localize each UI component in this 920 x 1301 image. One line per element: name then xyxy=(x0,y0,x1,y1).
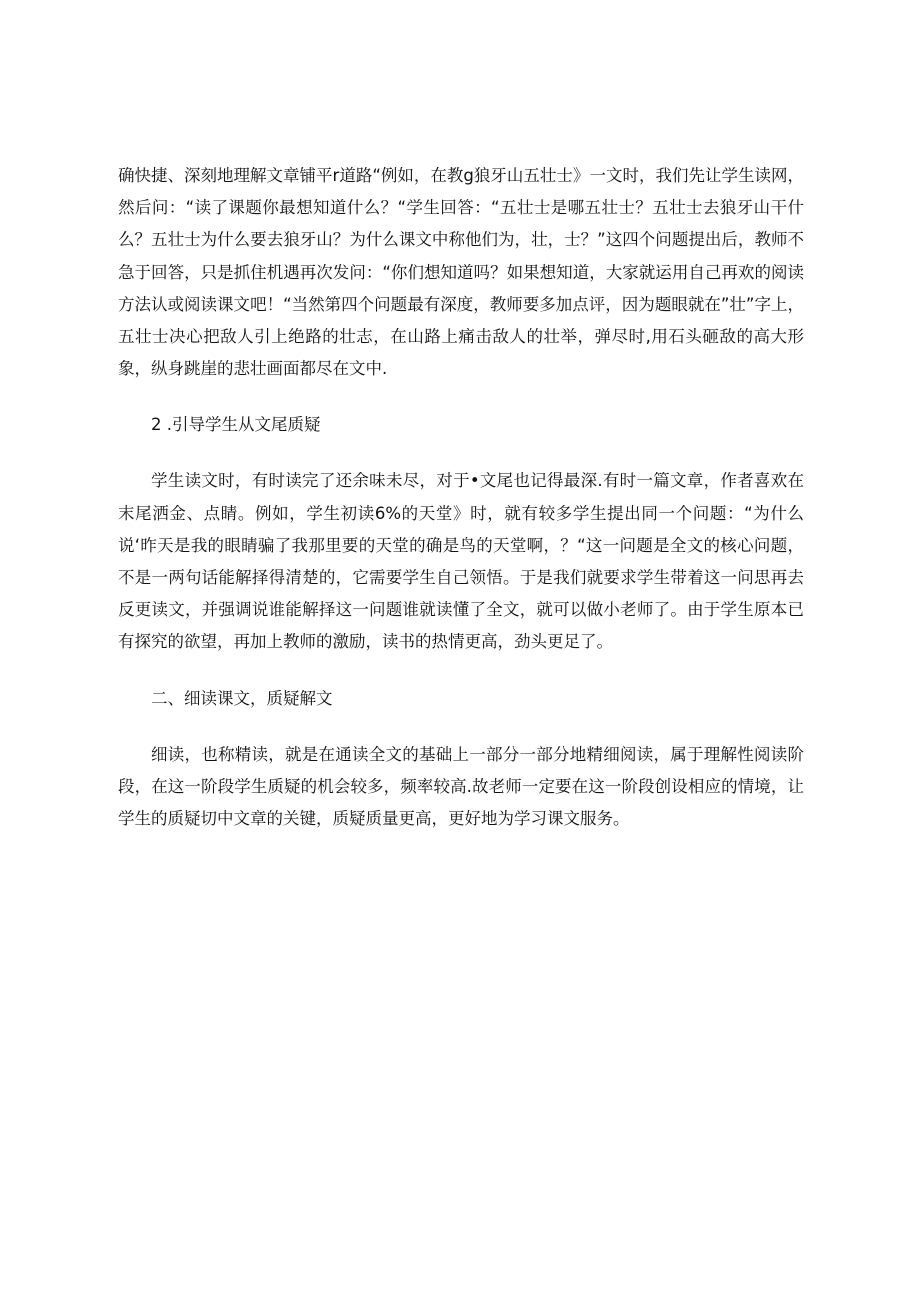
spacer xyxy=(118,441,804,465)
section-heading-ending-questions: 2 .引导学生从文尾质疑 xyxy=(151,415,321,435)
document-body xyxy=(118,160,804,835)
spacer xyxy=(118,385,804,409)
paragraph-close-reading: 细读，也称精读，就是在通读全文的基础上一部分一部分地精细阅读，属于理解性阅读阶段，在这一阶段学生质疑的机会较多，频率较高.故老师一定要在这一阶段创设相应的情境，让学生的质疑切中文章的关键，质疑质量更高，更好地为学习课文服务。 xyxy=(118,744,804,829)
spacer xyxy=(118,659,804,683)
paragraph-wolf-mountain-example: 确快捷、深刻地理解文章铺平r道路“例如，在教g狼牙山五壮士》一文时，我们先让学生读网，然后问：“读了课题你最想知道什么？“学生回答：“五壮士是哪五壮士？五壮士去狼牙山干什么？五壮士为什么要去狼牙山？为什么课文中称他们为，壮，士？”这四个问题提出后，教师不急于回答，只是抓住机遇再次发问：“你们想知道吗？如果想知道，大家就运用自己再欢的阅读方法认或阅读课文吧！“当然第四个问题最有深度，教师要多加点评，因为题眼就在”壮”字上，五壮士决心把敌人引上绝路的壮志，在山路上痛击敌人的壮举，弹尽时,用石头砸敌的高大形象，纵身跳崖的悲壮画面都尽在文中. xyxy=(118,166,804,379)
section-heading-close-reading: 二、细读课文，质疑解文 xyxy=(151,688,333,708)
spacer xyxy=(118,715,804,739)
paragraph-bird-paradise-example: 学生读文时，有时读完了还余味未尽，对于•文尾也记得最深.有时一篇文章，作者喜欢在末尾洒金、点睛。例如，学生初读6%的天堂》时，就有较多学生提出同一个问题：“为什么说‘昨天是我的眼睛骗了我那里要的天堂的确是鸟的天堂啊，？“这一问题是全文的核心问题，不是一两句话能解择得清楚的，它需要学生自己领悟。于是我们就要求学生带着这一问思再去反更读文，并强调说谁能解择这一问题谁就读懂了全文，就可以做小老师了。由于学生原本已有探究的欲望，再加上教师的激励，读书的热情更高，劲头更足了。 xyxy=(118,471,804,652)
